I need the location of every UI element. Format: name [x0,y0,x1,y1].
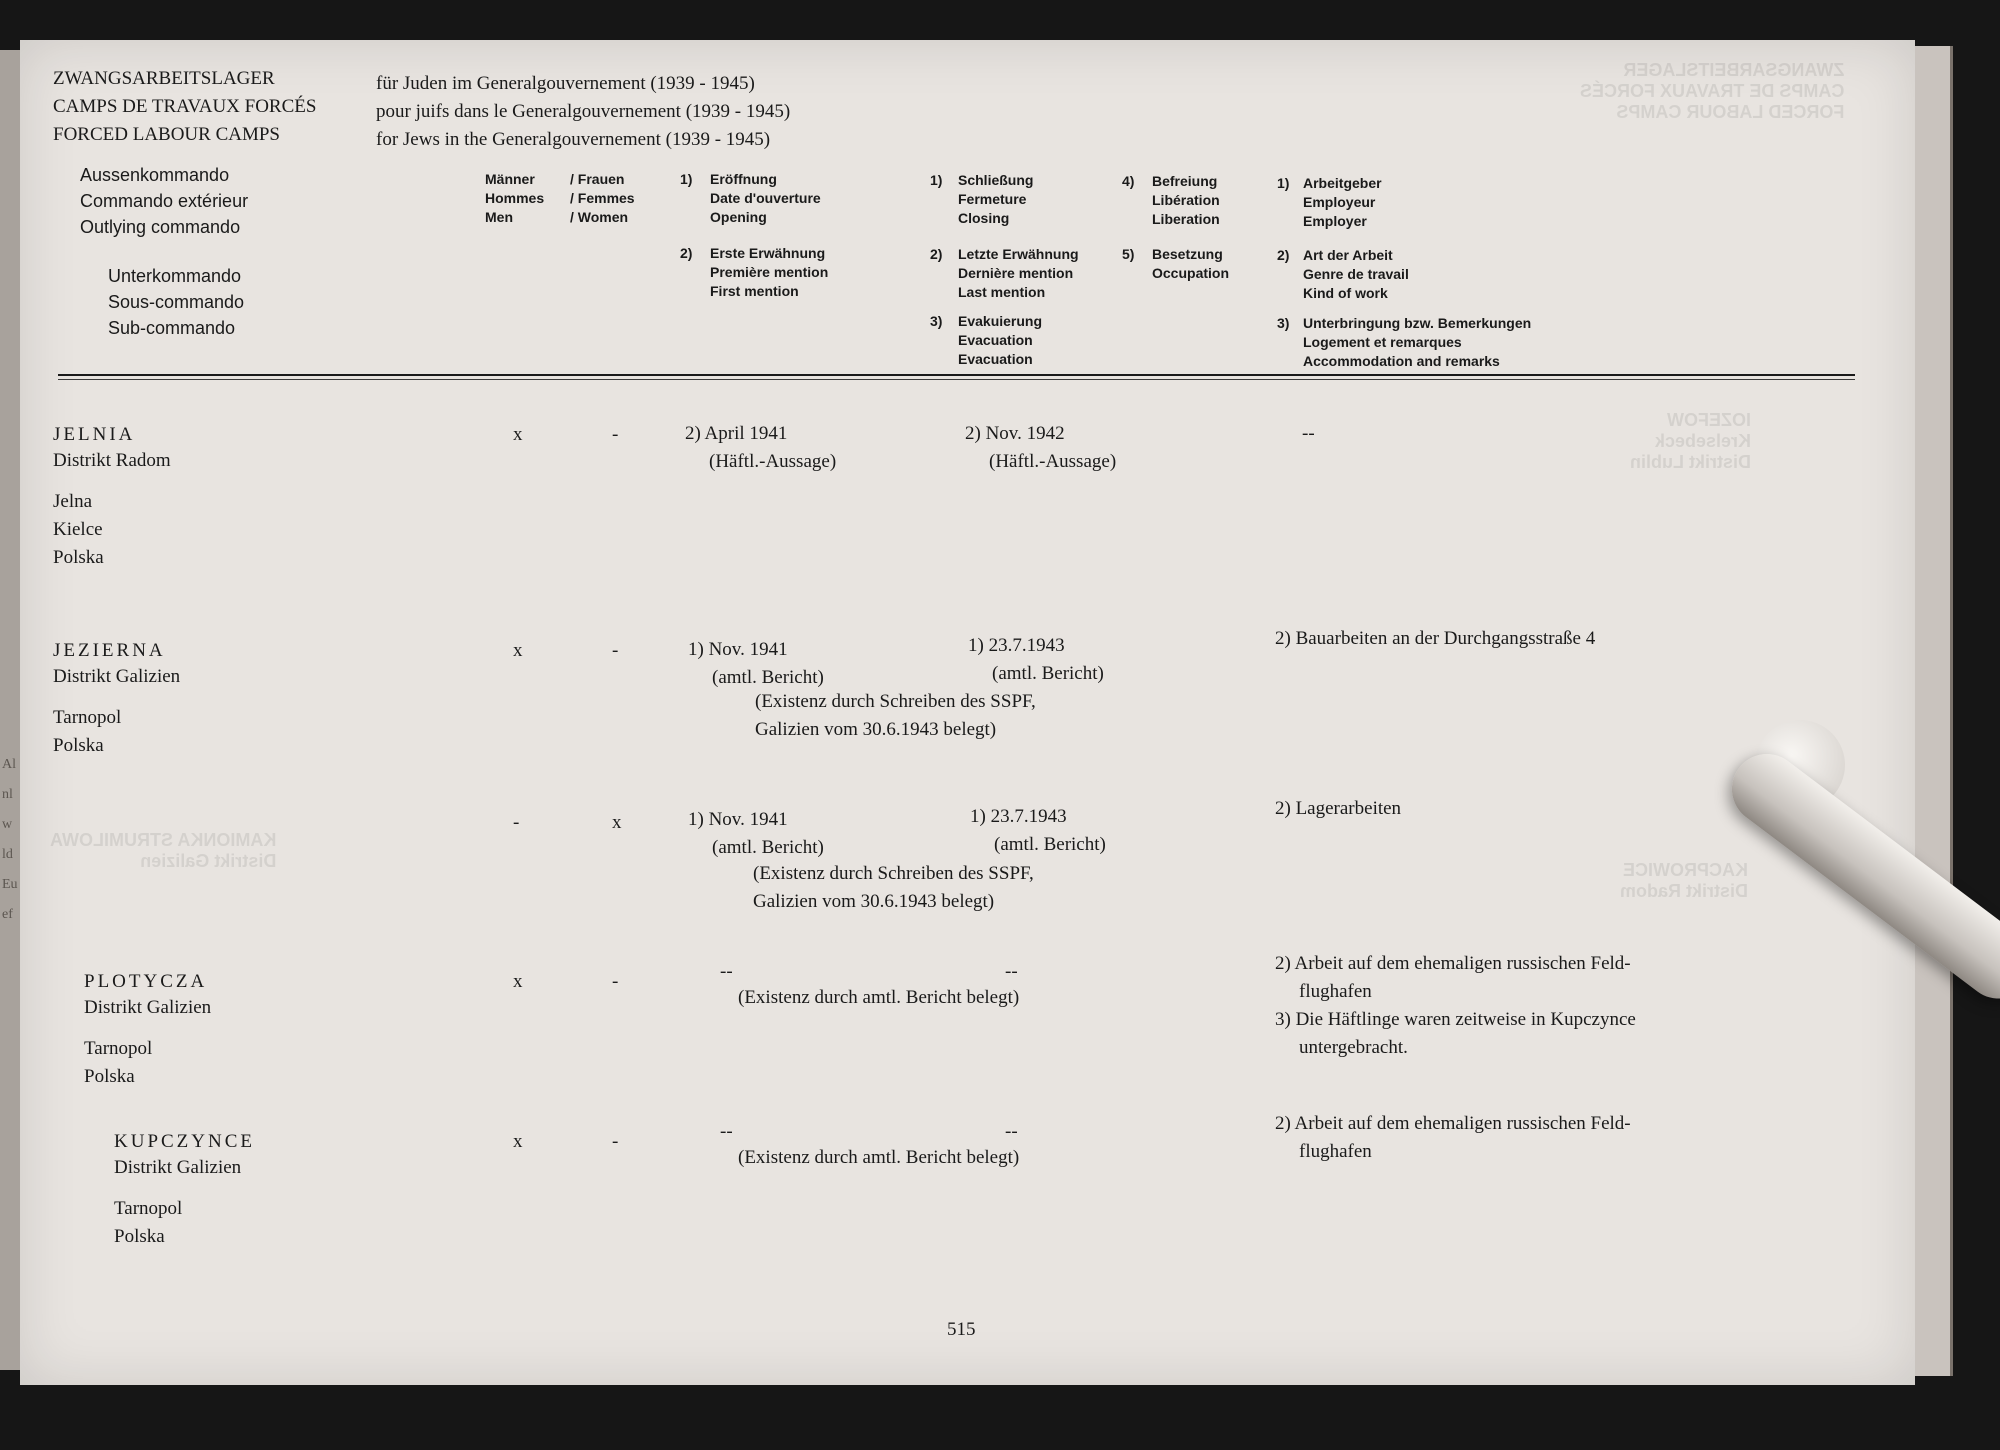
remarks: 2) Bauarbeiten an der Durchgangsstraße 4 [1275,628,1596,649]
bleed-through-text: KAMIONKA STRUMILOWA Distrikt Galizien [50,830,277,871]
column-header-opening: Eröffnung Date d'ouverture Opening [710,171,821,225]
column-header-opening-number: 1) [680,171,693,187]
column-header-work-number: 2) [1277,247,1290,263]
men-mark: x [513,1131,523,1152]
women-mark: - [612,1131,619,1152]
book-page [20,40,1915,1385]
column-header-employer-number: 1) [1277,175,1290,191]
women-mark: - [612,424,619,445]
column-header-last-mention: Letzte Erwähnung Dernière mention Last mention [958,246,1079,300]
men-mark: x [513,424,523,445]
opening-date: 1) Nov. 1941 (amtl. Bericht) [688,639,824,688]
closing-date: 1) 23.7.1943 (amtl. Bericht) [968,635,1104,684]
column-header-evacuation: Evakuierung Evacuation Evacuation [958,313,1043,367]
column-header-occupation-number: 5) [1122,246,1135,262]
opening-date: 2) April 1941 (Häftl.-Aussage) [685,423,837,472]
column-header-employer: Arbeitgeber Employeur Employer [1303,175,1382,229]
remarks: 2) Arbeit auf dem ehemaligen russischen Feld- flughafen [1275,1113,1631,1162]
camp-location: Jelna Kielce Polska [53,491,104,568]
closing-date: 2) Nov. 1942 (Häftl.-Aussage) [965,423,1117,472]
women-mark: x [612,812,622,833]
column-header-kind-of-work: Art der Arbeit Genre de travail Kind of work [1303,247,1409,301]
bleed-through-text: ZWANGSARBEITSLAGER CAMPS DE TRAVAUX FORCÉS FORCED LABOUR CAMPS [1580,60,1845,122]
column-header-closing-number: 1) [930,172,943,188]
header-rule [58,374,1855,376]
opening-date: -- [720,961,733,982]
column-header-evacuation-number: 3) [930,313,943,329]
camp-district: Distrikt Radom [53,450,171,471]
men-mark: - [513,812,520,833]
closing-date: -- [1005,1121,1018,1142]
bleed-through-text: KACPROWICE Distrikt Radom [1620,860,1749,901]
camp-location: Tarnopol Polska [53,707,122,756]
camp-district: Distrikt Galizien [84,997,212,1018]
camp-district: Distrikt Galizien [53,666,181,687]
opening-date: 1) Nov. 1941 (amtl. Bericht) [688,809,824,858]
camp-location: Tarnopol Polska [114,1198,183,1247]
main-title: ZWANGSARBEITSLAGER CAMPS DE TRAVAUX FORCÉS FORCED LABOUR CAMPS [53,68,317,145]
column-header-closing: Schließung Fermeture Closing [958,172,1034,226]
remarks: 2) Lagerarbeiten [1275,798,1402,819]
column-header-women: / Frauen / Femmes / Women [570,171,635,225]
camp-name: PLOTYCZA [84,971,208,992]
column-header-remarks-number: 3) [1277,315,1290,331]
remarks: -- [1302,423,1315,444]
existence-note: (Existenz durch amtl. Bericht belegt) [738,987,1020,1008]
remarks: 2) Arbeit auf dem ehemaligen russischen Feld- flughafen 3) Die Häftlinge waren zeitweise in Kupczynce untergebracht. [1275,953,1636,1058]
existence-note: (Existenz durch Schreiben des SSPF, Galizien vom 30.6.1943 belegt) [753,863,1034,912]
column-header-first-mention-number: 2) [680,245,693,261]
previous-page-marks: Al nl w ld Eu ef [2,757,18,922]
existence-note: (Existenz durch Schreiben des SSPF, Galizien vom 30.6.1943 belegt) [755,691,1036,740]
column-header-last-mention-number: 2) [930,246,943,262]
header-rule-thin [58,379,1855,380]
closing-date: 1) 23.7.1943 (amtl. Bericht) [970,806,1106,855]
outlying-commando-heading: Aussenkommando Commando extérieur Outlying commando [80,165,249,237]
camp-name: JEZIERNA [53,640,166,661]
existence-note: (Existenz durch amtl. Bericht belegt) [738,1147,1020,1168]
women-mark: - [612,971,619,992]
sub-commando-heading: Unterkommando Sous-commando Sub-commando [108,266,245,338]
opening-date: -- [720,1121,733,1142]
camp-district: Distrikt Galizien [114,1157,242,1178]
camp-name: KUPCZYNCE [114,1131,256,1152]
camp-location: Tarnopol Polska [84,1038,153,1087]
page-number: 515 [947,1319,976,1340]
bleed-through-text: IOZEFOW Krelsebeck Distrikt Lublin [1630,410,1751,472]
column-header-men: Männer Hommes Men [485,171,545,225]
camp-name: JELNIA [53,424,136,445]
men-mark: x [513,971,523,992]
main-subtitle: für Juden im Generalgouvernement (1939 - 1945) pour juifs dans le Generalgouvernement (1939 - 1945) for Jews in the Generalgouvernement (1939 - 1945) [376,73,791,150]
column-header-first-mention: Erste Erwähnung Première mention First mention [710,245,829,299]
column-header-occupation: Besetzung Occupation [1152,246,1230,281]
column-header-remarks: Unterbringung bzw. Bemerkungen Logement et remarques Accommodation and remarks [1303,315,1532,369]
women-mark: - [612,640,619,661]
men-mark: x [513,640,523,661]
closing-date: -- [1005,961,1018,982]
column-header-liberation: Befreiung Libération Liberation [1152,173,1220,227]
column-header-liberation-number: 4) [1122,173,1135,189]
